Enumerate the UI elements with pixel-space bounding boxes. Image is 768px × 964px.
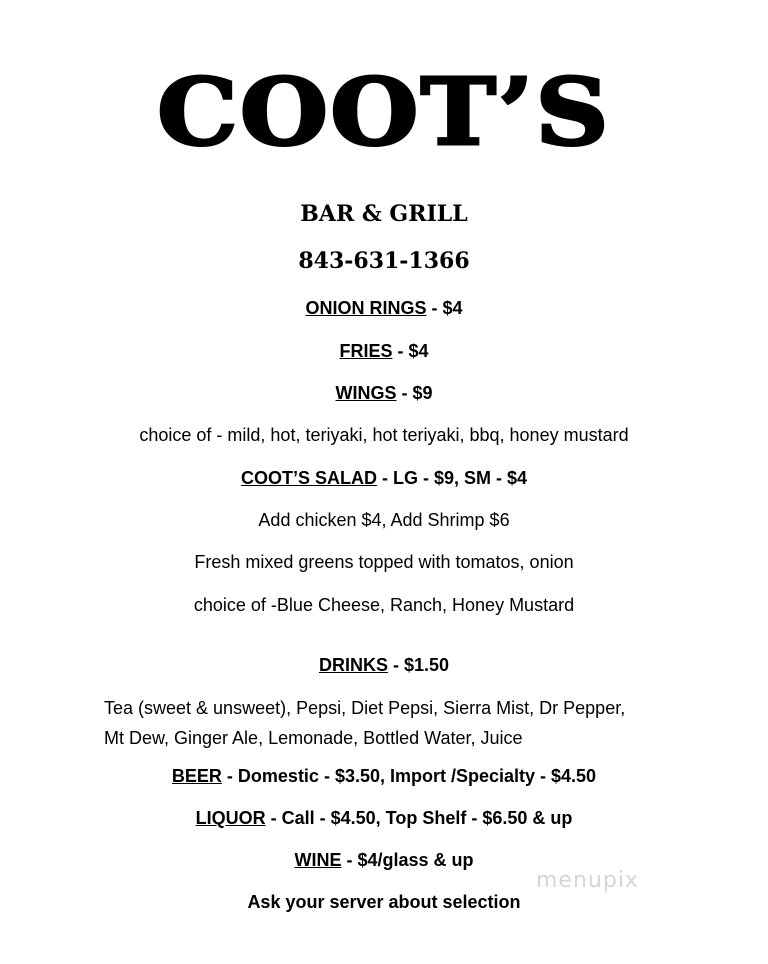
- menu-item-drinks: [0, 653, 768, 677]
- menu-item-wings: [0, 381, 768, 405]
- item-price: - Call - $4.50, Top Shelf - $6.50 & up: [265, 808, 573, 828]
- menu-item-salad: [0, 466, 768, 490]
- phone-number: 843-631-1366: [298, 248, 470, 274]
- item-price: - Domestic - $3.50, Import /Specialty - $4.50: [221, 766, 597, 786]
- item-price: - $4: [392, 341, 429, 361]
- item-price: - $4: [426, 298, 463, 318]
- drinks-list-line-2: Mt Dew, Ginger Ale, Lemonade, Bottled Water, Juice: [104, 728, 523, 748]
- item-price: - $4/glass & up: [341, 850, 474, 870]
- menu-item-liquor: [0, 806, 768, 830]
- salad-dressing: choice of -Blue Cheese, Ranch, Honey Mustard: [193, 595, 575, 615]
- menu-item-beer: [0, 764, 768, 788]
- restaurant-subtitle: BAR & GRILL: [300, 201, 468, 227]
- item-name: ONION RINGS: [305, 298, 427, 318]
- item-name: FRIES: [339, 341, 393, 361]
- item-price: - $9: [396, 383, 433, 403]
- wings-description: choice of - mild, hot, teriyaki, hot teriyaki, bbq, honey mustard: [139, 425, 629, 445]
- restaurant-title: COOT’S: [157, 58, 611, 166]
- item-name: BEER: [171, 766, 222, 786]
- item-name: WINE: [294, 850, 342, 870]
- item-name: DRINKS: [318, 655, 388, 675]
- menu-item-wine: [0, 848, 768, 872]
- item-name: LIQUOR: [195, 808, 266, 828]
- watermark: menupix: [536, 868, 639, 893]
- menu-item-onion-rings: [0, 296, 768, 320]
- item-name: WINGS: [335, 383, 397, 403]
- item-price: - $1.50: [387, 655, 450, 675]
- salad-description: Fresh mixed greens topped with tomatos, onion: [194, 552, 574, 572]
- item-name: COOT’S SALAD: [240, 468, 377, 488]
- item-price: - LG - $9, SM - $4: [376, 468, 528, 488]
- drinks-list-line-1: Tea (sweet & unsweet), Pepsi, Diet Pepsi, Sierra Mist, Dr Pepper,: [104, 698, 626, 718]
- footer-note: Ask your server about selection: [247, 892, 521, 912]
- salad-addons: Add chicken $4, Add Shrimp $6: [258, 510, 510, 530]
- menu-item-fries: [0, 339, 768, 363]
